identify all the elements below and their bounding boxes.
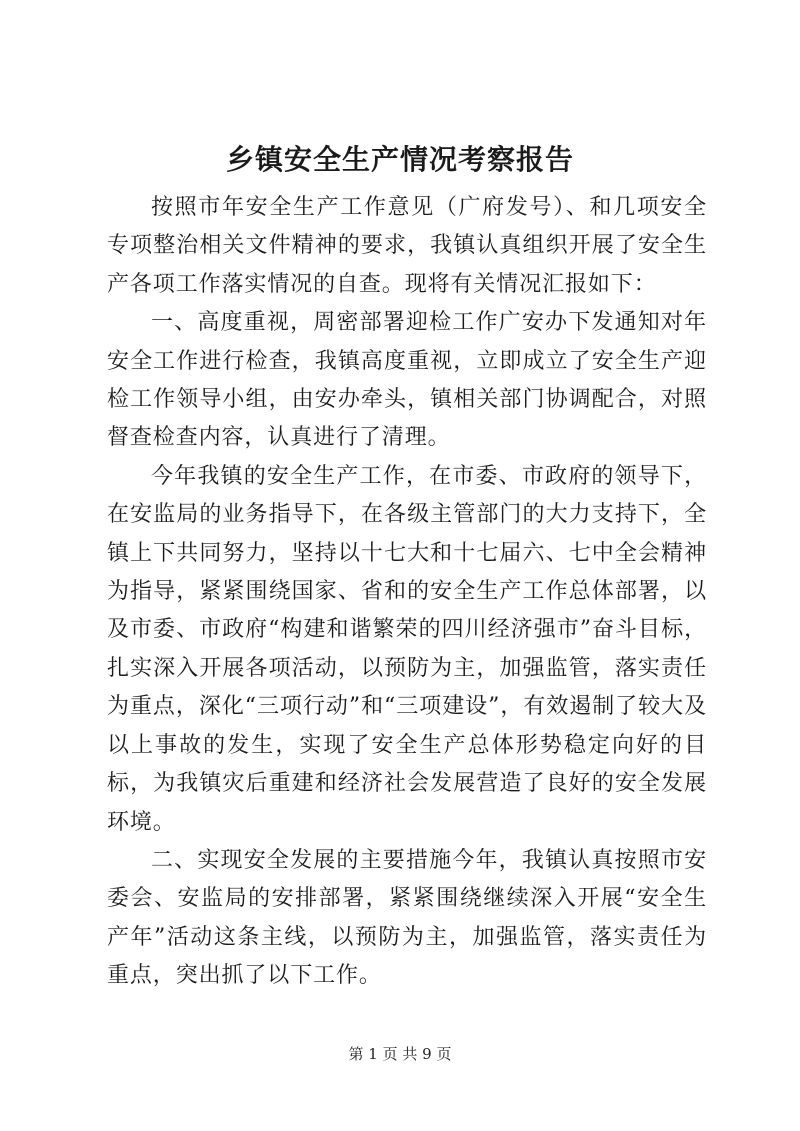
paragraph-overview: 今年我镇的安全生产工作，在市委、市政府的领导下，在安监局的业务指导下，在各级主管部门的大力支持下，全镇上下共同努力，坚持以十七大和十七届六、七中全会精神为指导，紧紧围绕国家、省和的安全生产工作总体部署，以及市委、市政府“构建和谐繁荣的四川经济强市”奋斗目标，扎实深入开展各项活动，以预防为主，加强监管，落实责任为重点，深化“三项行动”和“三项建设”，有效遏制了较大及以上事故的发生，实现了安全生产总体形势稳定向好的目标，为我镇灾后重建和经济社会发展营造了良好的安全发展环境。 bbox=[107, 463, 707, 835]
document-title: 乡镇安全生产情况考察报告 bbox=[225, 143, 574, 176]
paragraph-section-one: 一、高度重视，周密部署迎检工作广安办下发通知对年安全工作进行检查，我镇高度重视，立即成立了安全生产迎检工作领导小组，由安办牵头，镇相关部门协调配合，对照督查检查内容，认真进行了清理。 bbox=[107, 310, 707, 451]
paragraph-intro: 按照市年安全生产工作意见（广府发号）、和几项安全专项整治相关文件精神的要求，我镇认真组织开展了安全生产各项工作落实情况的自查。现将有关情况汇报如下： bbox=[107, 195, 707, 297]
document-body bbox=[107, 189, 707, 996]
paragraph-section-two: 二、实现安全发展的主要措施今年，我镇认真按照市安委会、安监局的安排部署，紧紧围绕继续深入开展“安全生产年”活动这条主线，以预防为主，加强监管，落实责任为重点，突出抓了以下工作。 bbox=[107, 847, 707, 989]
page-number-footer: 第 1 页 共 9 页 bbox=[348, 1045, 452, 1063]
